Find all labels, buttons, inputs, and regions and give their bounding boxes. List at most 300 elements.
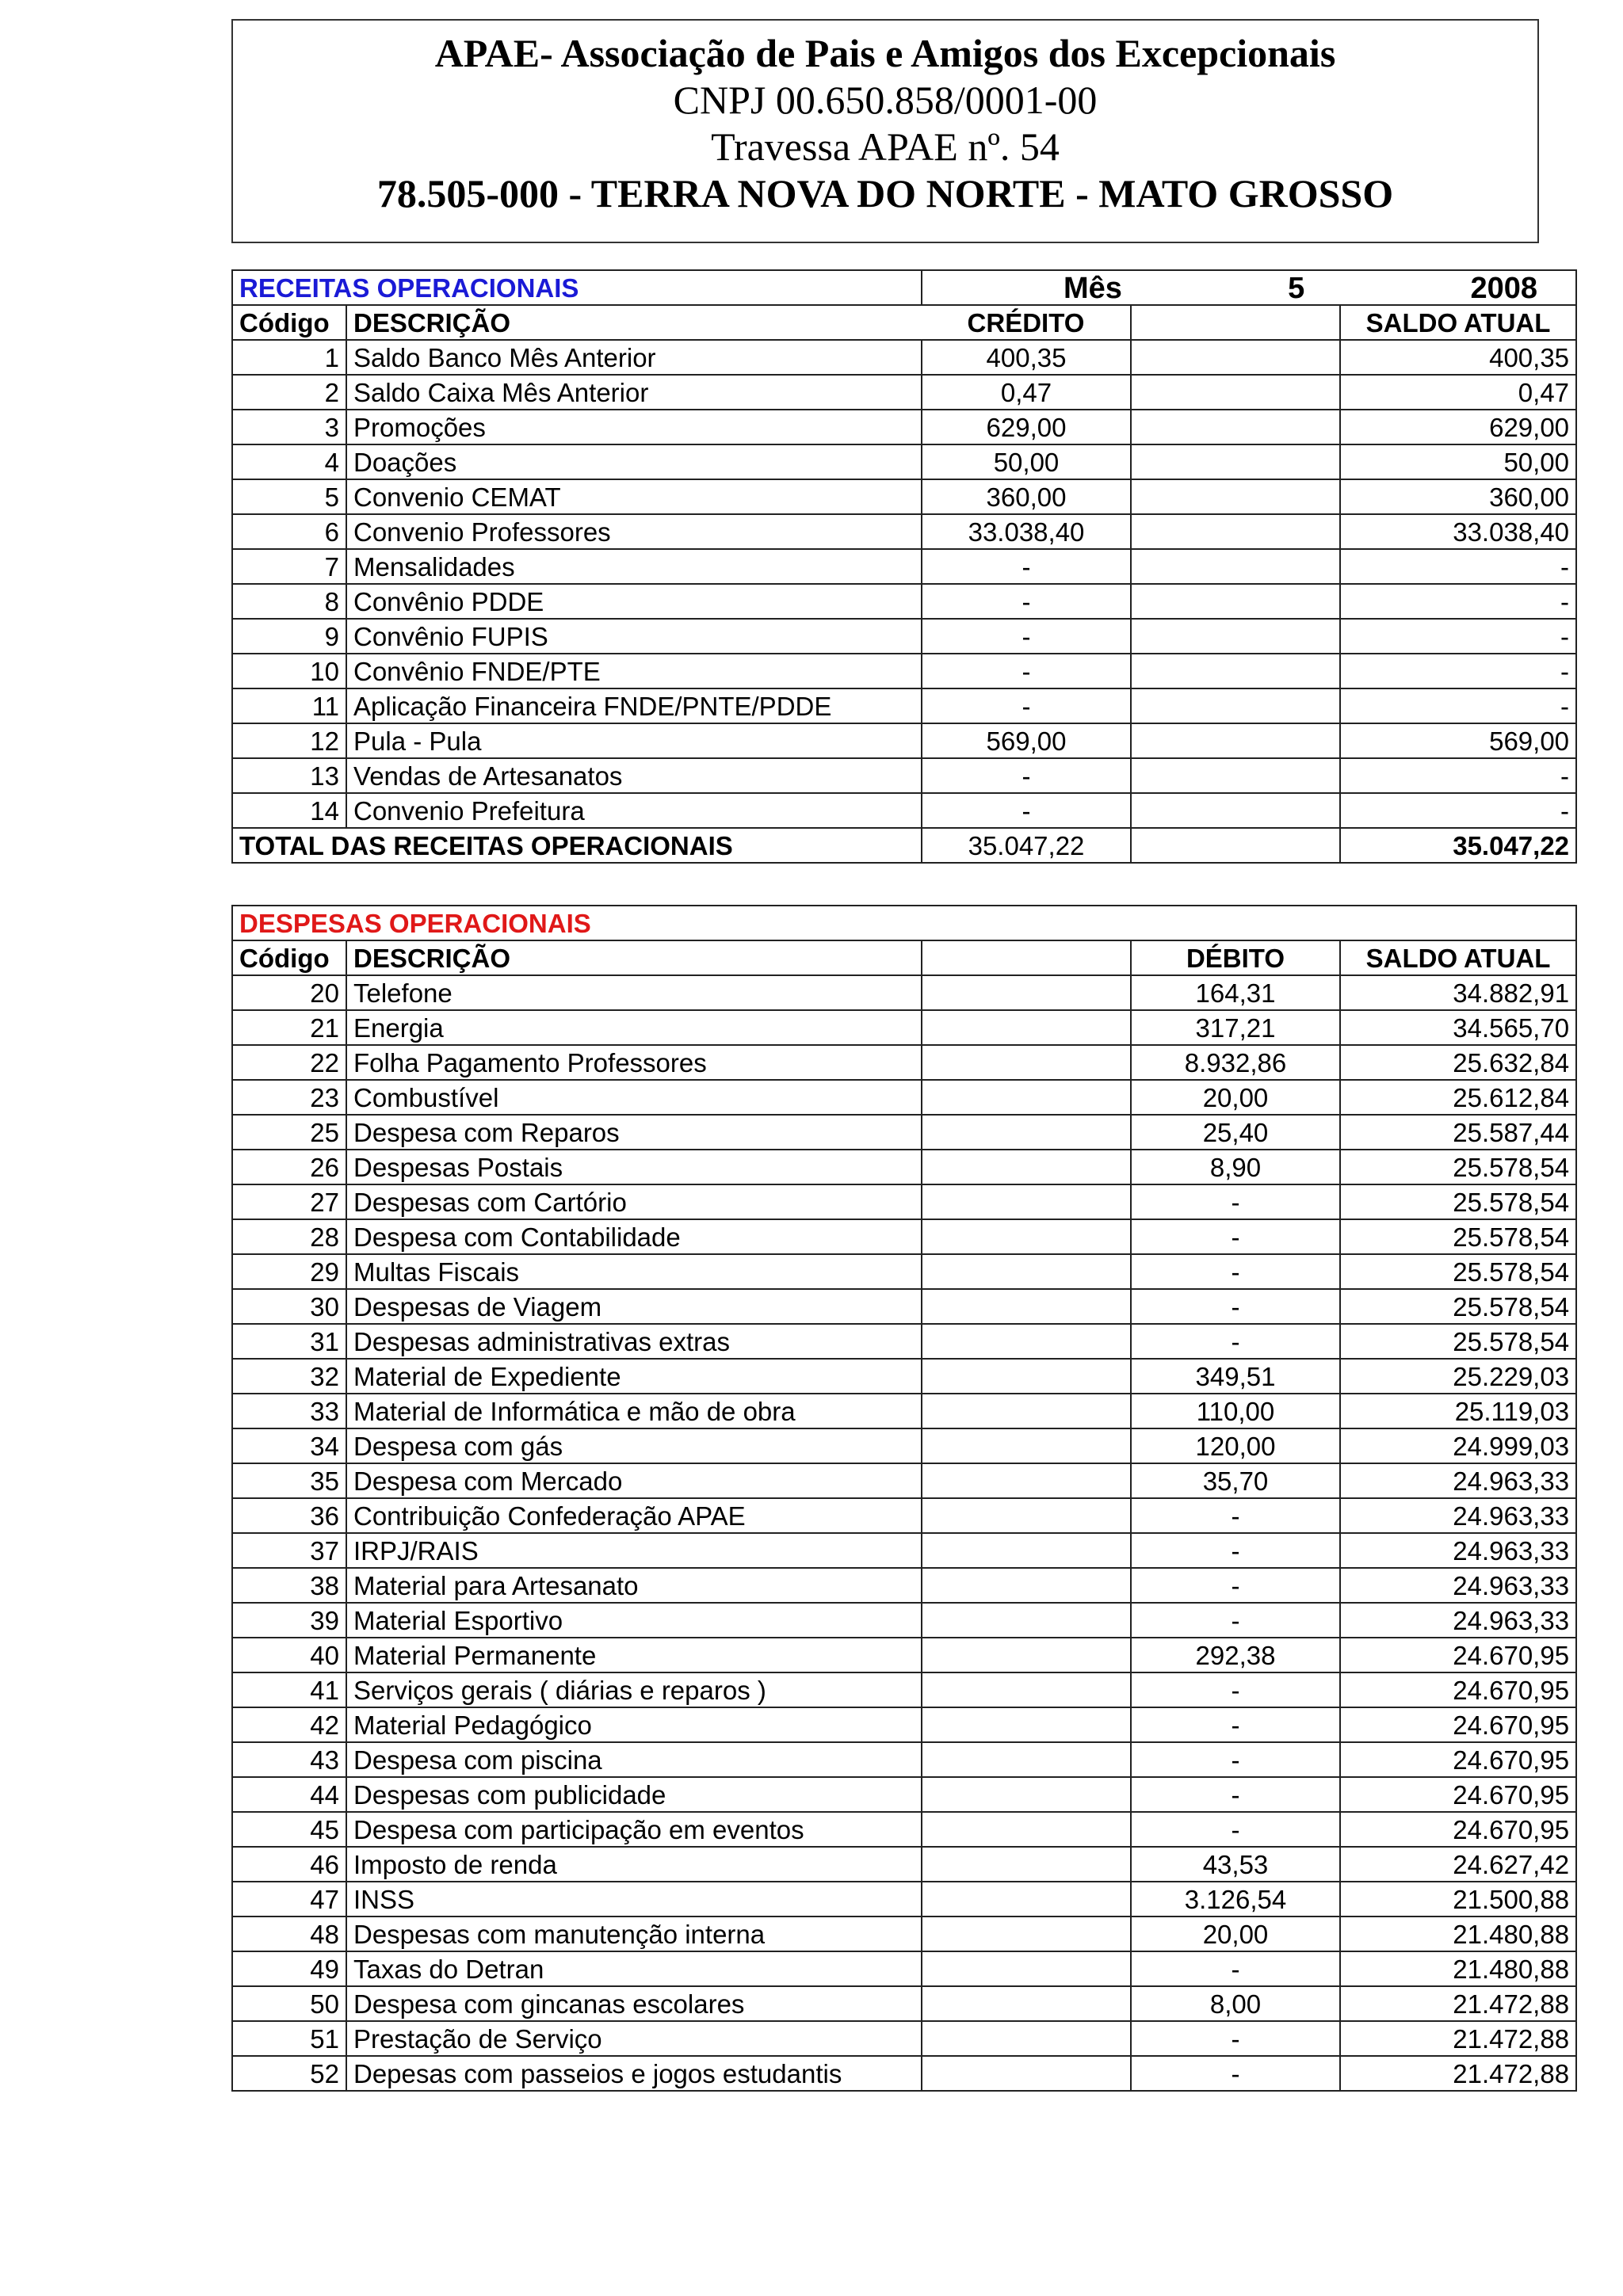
row-balance: 569,00 [1340,723,1576,758]
row-description: Combustível [346,1080,922,1115]
row-code: 37 [232,1533,346,1568]
row-description: Aplicação Financeira FNDE/PNTE/PDDE [346,688,922,723]
row-balance: 34.565,70 [1340,1010,1576,1045]
row-balance: 50,00 [1340,444,1576,479]
row-description: Despesa com participação em eventos [346,1812,922,1847]
row-debit: 35,70 [1131,1463,1340,1498]
empty-cell [922,1045,1131,1080]
table-row [232,1533,1576,1568]
empty-cell [1131,654,1340,688]
row-code: 44 [232,1777,346,1812]
row-code: 42 [232,1707,346,1742]
row-balance: 400,35 [1340,340,1576,375]
empty-cell [922,1324,1131,1359]
col-balance-header: SALDO ATUAL [1340,940,1576,975]
row-code: 8 [232,584,346,619]
row-balance: - [1340,654,1576,688]
table-row [232,1917,1576,1951]
row-debit: - [1131,1742,1340,1777]
row-debit: 8,00 [1131,1986,1340,2021]
table-row [232,1463,1576,1498]
empty-cell [922,1498,1131,1533]
row-description: Despesas Postais [346,1150,922,1184]
row-balance: 25.578,54 [1340,1150,1576,1184]
row-code: 49 [232,1951,346,1986]
row-description: Despesa com Reparos [346,1115,922,1150]
row-balance: 25.587,44 [1340,1115,1576,1150]
row-credit: 569,00 [922,723,1131,758]
table-row [232,688,1576,723]
row-description: INSS [346,1882,922,1917]
empty-cell [922,1254,1131,1289]
empty-cell [1131,340,1340,375]
row-description: Serviços gerais ( diárias e reparos ) [346,1672,922,1707]
row-code: 46 [232,1847,346,1882]
empty-cell [1131,514,1340,549]
row-description: Doações [346,444,922,479]
table-row [232,410,1576,444]
table-row [232,1498,1576,1533]
table-row [232,1219,1576,1254]
row-code: 25 [232,1115,346,1150]
empty-cell [922,975,1131,1010]
row-balance: - [1340,619,1576,654]
table-row [232,375,1576,410]
empty-cell [922,1533,1131,1568]
empty-cell [922,1917,1131,1951]
row-credit: - [922,654,1131,688]
table-row [232,1394,1576,1428]
row-balance: 24.670,95 [1340,1812,1576,1847]
row-code: 26 [232,1150,346,1184]
row-code: 9 [232,619,346,654]
row-balance: 24.963,33 [1340,1568,1576,1603]
despesas-header-row [232,940,1576,975]
despesas-title-row [232,906,1576,940]
row-description: Contribuição Confederação APAE [346,1498,922,1533]
empty-cell [1131,688,1340,723]
row-balance: 24.670,95 [1340,1777,1576,1812]
empty-cell [922,1428,1131,1463]
row-code: 47 [232,1882,346,1917]
row-code: 38 [232,1568,346,1603]
row-code: 11 [232,688,346,723]
row-description: Pula - Pula [346,723,922,758]
row-balance: 21.480,88 [1340,1951,1576,1986]
row-code: 1 [232,340,346,375]
table-row [232,1184,1576,1219]
row-balance: 21.472,88 [1340,2056,1576,2091]
empty-cell [922,1847,1131,1882]
row-code: 10 [232,654,346,688]
empty-cell [922,1707,1131,1742]
row-code: 20 [232,975,346,1010]
row-balance: 25.578,54 [1340,1184,1576,1219]
receitas-table [231,269,1577,864]
row-balance: 24.963,33 [1340,1498,1576,1533]
row-description: Convenio CEMAT [346,479,922,514]
table-row [232,479,1576,514]
row-balance: 25.229,03 [1340,1359,1576,1394]
total-row [232,828,1576,863]
row-balance: 21.500,88 [1340,1882,1576,1917]
row-debit: - [1131,2056,1340,2091]
row-code: 14 [232,793,346,828]
row-balance: 25.578,54 [1340,1324,1576,1359]
empty-cell [922,2021,1131,2056]
row-debit: 292,38 [1131,1638,1340,1672]
receitas-header-row [232,305,1576,340]
row-description: Depesas com passeios e jogos estudantis [346,2056,922,2091]
row-code: 31 [232,1324,346,1359]
empty-cell [1131,410,1340,444]
year-value: 2008 [1470,272,1538,305]
empty-cell [922,1777,1131,1812]
table-row [232,1847,1576,1882]
row-code: 48 [232,1917,346,1951]
row-debit: - [1131,1184,1340,1219]
table-row [232,1882,1576,1917]
row-code: 22 [232,1045,346,1080]
row-balance: 25.578,54 [1340,1254,1576,1289]
period-cell [922,270,1576,305]
empty-cell [922,1115,1131,1150]
row-debit: 349,51 [1131,1359,1340,1394]
col-desc-header: DESCRIÇÃO [346,305,922,340]
table-row [232,1672,1576,1707]
table-row [232,1289,1576,1324]
row-balance: 24.670,95 [1340,1638,1576,1672]
table-row [232,793,1576,828]
row-code: 52 [232,2056,346,2091]
row-description: Multas Fiscais [346,1254,922,1289]
row-description: Convenio Professores [346,514,922,549]
total-credit: 35.047,22 [922,828,1131,863]
col-credit-header: CRÉDITO [922,305,1131,340]
empty-cell [1131,305,1340,340]
table-row [232,549,1576,584]
row-description: Convênio PDDE [346,584,922,619]
row-code: 34 [232,1428,346,1463]
row-code: 4 [232,444,346,479]
empty-cell [1131,723,1340,758]
row-description: Material Permanente [346,1638,922,1672]
row-debit: 20,00 [1131,1917,1340,1951]
row-balance: 629,00 [1340,410,1576,444]
row-debit: - [1131,2021,1340,2056]
empty-cell [922,1219,1131,1254]
col-balance-header: SALDO ATUAL [1340,305,1576,340]
month-value: 5 [1288,272,1305,305]
org-name: APAE- Associação de Pais e Amigos dos Excepcionais [434,31,1336,75]
row-credit: 360,00 [922,479,1131,514]
empty-cell [922,1882,1131,1917]
row-description: Vendas de Artesanatos [346,758,922,793]
table-row [232,1603,1576,1638]
table-row [232,654,1576,688]
row-debit: 8.932,86 [1131,1045,1340,1080]
row-credit: 33.038,40 [922,514,1131,549]
empty-cell [922,1603,1131,1638]
row-debit: 3.126,54 [1131,1882,1340,1917]
row-balance: 25.632,84 [1340,1045,1576,1080]
table-row [232,1568,1576,1603]
table-row [232,1254,1576,1289]
receitas-title: RECEITAS OPERACIONAIS [232,270,922,305]
row-balance: 24.670,95 [1340,1742,1576,1777]
row-description: Despesas de Viagem [346,1289,922,1324]
row-balance: 34.882,91 [1340,975,1576,1010]
table-row [232,1707,1576,1742]
row-description: Despesas com Cartório [346,1184,922,1219]
table-row [232,444,1576,479]
empty-cell [922,1672,1131,1707]
table-row [232,1777,1576,1812]
row-balance: 24.627,42 [1340,1847,1576,1882]
row-description: Convênio FNDE/PTE [346,654,922,688]
receitas-title-row [232,270,1576,305]
row-balance: 24.670,95 [1340,1707,1576,1742]
row-description: Material de Informática e mão de obra [346,1394,922,1428]
row-code: 12 [232,723,346,758]
row-code: 2 [232,375,346,410]
row-code: 45 [232,1812,346,1847]
row-description: Convênio FUPIS [346,619,922,654]
row-balance: 24.963,33 [1340,1603,1576,1638]
row-debit: 43,53 [1131,1847,1340,1882]
row-code: 40 [232,1638,346,1672]
row-credit: 0,47 [922,375,1131,410]
row-balance: 21.472,88 [1340,1986,1576,2021]
row-debit: 120,00 [1131,1428,1340,1463]
row-balance: 24.963,33 [1340,1463,1576,1498]
row-code: 33 [232,1394,346,1428]
row-description: Despesa com Contabilidade [346,1219,922,1254]
row-description: Despesa com Mercado [346,1463,922,1498]
row-description: Despesas administrativas extras [346,1324,922,1359]
table-row [232,758,1576,793]
row-description: Energia [346,1010,922,1045]
row-debit: - [1131,1533,1340,1568]
despesas-table [231,905,1577,2092]
row-description: Despesa com gincanas escolares [346,1986,922,2021]
row-debit: - [1131,1289,1340,1324]
row-credit: - [922,619,1131,654]
row-debit: - [1131,1603,1340,1638]
row-balance: - [1340,758,1576,793]
row-debit: - [1131,1707,1340,1742]
table-row [232,514,1576,549]
row-debit: 164,31 [1131,975,1340,1010]
table-row [232,1115,1576,1150]
empty-cell [1131,444,1340,479]
row-debit: - [1131,1324,1340,1359]
row-description: Imposto de renda [346,1847,922,1882]
row-debit: - [1131,1219,1340,1254]
row-description: Taxas do Detran [346,1951,922,1986]
row-balance: 25.578,54 [1340,1219,1576,1254]
row-description: Material para Artesanato [346,1568,922,1603]
row-balance: - [1340,688,1576,723]
row-balance: 0,47 [1340,375,1576,410]
table-row [232,584,1576,619]
row-description: Material Esportivo [346,1603,922,1638]
col-code-header: Código [232,940,346,975]
row-code: 27 [232,1184,346,1219]
row-description: Folha Pagamento Professores [346,1045,922,1080]
empty-cell [922,1463,1131,1498]
row-code: 6 [232,514,346,549]
row-balance: 24.963,33 [1340,1533,1576,1568]
table-row [232,340,1576,375]
empty-cell [922,1184,1131,1219]
row-description: Saldo Banco Mês Anterior [346,340,922,375]
row-description: Despesas com publicidade [346,1777,922,1812]
row-debit: 25,40 [1131,1115,1340,1150]
row-code: 5 [232,479,346,514]
row-balance: 21.480,88 [1340,1917,1576,1951]
col-code-header: Código [232,305,346,340]
organization-header [231,19,1539,243]
empty-cell [1131,619,1340,654]
row-balance: 360,00 [1340,479,1576,514]
empty-cell [922,1568,1131,1603]
table-row [232,1150,1576,1184]
col-debit-header: DÉBITO [1131,940,1340,975]
table-row [232,1951,1576,1986]
row-credit: 400,35 [922,340,1131,375]
empty-cell [922,1359,1131,1394]
table-row [232,1359,1576,1394]
row-code: 28 [232,1219,346,1254]
empty-cell [1131,793,1340,828]
table-row [232,1638,1576,1672]
row-description: Despesa com gás [346,1428,922,1463]
row-debit: - [1131,1254,1340,1289]
org-address: Travessa APAE nº. 54 [711,124,1060,169]
empty-cell [1131,758,1340,793]
row-description: Prestação de Serviço [346,2021,922,2056]
row-balance: 24.999,03 [1340,1428,1576,1463]
row-credit: 50,00 [922,444,1131,479]
row-balance: - [1340,549,1576,584]
empty-cell [922,1812,1131,1847]
table-row [232,1812,1576,1847]
empty-cell [1131,549,1340,584]
row-credit: - [922,793,1131,828]
empty-cell [922,1638,1131,1672]
row-debit: 317,21 [1131,1010,1340,1045]
row-balance: 25.578,54 [1340,1289,1576,1324]
row-description: Material de Expediente [346,1359,922,1394]
row-description: Saldo Caixa Mês Anterior [346,375,922,410]
row-description: Despesas com manutenção interna [346,1917,922,1951]
empty-cell [922,1010,1131,1045]
row-code: 30 [232,1289,346,1324]
org-cnpj: CNPJ 00.650.858/0001-00 [673,78,1098,122]
row-balance: 25.612,84 [1340,1080,1576,1115]
row-debit: - [1131,1498,1340,1533]
empty-cell [1131,375,1340,410]
row-code: 21 [232,1010,346,1045]
row-balance: 24.670,95 [1340,1672,1576,1707]
row-code: 41 [232,1672,346,1707]
org-city-line: 78.505-000 - TERRA NOVA DO NORTE - MATO GROSSO [376,171,1394,215]
table-row [232,723,1576,758]
month-label: Mês [1064,272,1122,305]
empty-cell [922,2056,1131,2091]
row-description: IRPJ/RAIS [346,1533,922,1568]
empty-cell [922,1394,1131,1428]
row-code: 43 [232,1742,346,1777]
row-code: 13 [232,758,346,793]
empty-cell [922,1289,1131,1324]
row-description: Convenio Prefeitura [346,793,922,828]
col-desc-header: DESCRIÇÃO [346,940,922,975]
row-debit: 8,90 [1131,1150,1340,1184]
row-description: Despesa com piscina [346,1742,922,1777]
table-row [232,1080,1576,1115]
table-row [232,2056,1576,2091]
row-debit: - [1131,1812,1340,1847]
empty-cell [922,1080,1131,1115]
empty-cell [922,1742,1131,1777]
despesas-title: DESPESAS OPERACIONAIS [232,906,1576,940]
row-credit: - [922,549,1131,584]
row-debit: - [1131,1777,1340,1812]
row-debit: - [1131,1672,1340,1707]
row-credit: - [922,584,1131,619]
table-row [232,1742,1576,1777]
row-description: Mensalidades [346,549,922,584]
row-code: 29 [232,1254,346,1289]
table-row [232,975,1576,1010]
table-row [232,1428,1576,1463]
row-credit: - [922,758,1131,793]
empty-cell [922,1951,1131,1986]
empty-cell [922,1150,1131,1184]
row-code: 32 [232,1359,346,1394]
row-code: 7 [232,549,346,584]
table-row [232,1045,1576,1080]
empty-cell [1131,584,1340,619]
table-row [232,619,1576,654]
row-balance: 25.119,03 [1340,1394,1576,1428]
row-code: 51 [232,2021,346,2056]
row-debit: - [1131,1568,1340,1603]
row-debit: - [1131,1951,1340,1986]
table-row [232,1324,1576,1359]
table-row [232,1986,1576,2021]
table-row [232,2021,1576,2056]
row-code: 36 [232,1498,346,1533]
empty-cell [922,1986,1131,2021]
row-balance: 21.472,88 [1340,2021,1576,2056]
row-balance: - [1340,584,1576,619]
row-description: Material Pedagógico [346,1707,922,1742]
row-code: 23 [232,1080,346,1115]
row-code: 50 [232,1986,346,2021]
row-credit: - [922,688,1131,723]
row-balance: - [1340,793,1576,828]
empty-cell [1131,828,1340,863]
empty-cell [922,940,1131,975]
total-label: TOTAL DAS RECEITAS OPERACIONAIS [232,828,922,863]
row-code: 3 [232,410,346,444]
row-debit: 20,00 [1131,1080,1340,1115]
row-balance: 33.038,40 [1340,514,1576,549]
row-description: Promoções [346,410,922,444]
